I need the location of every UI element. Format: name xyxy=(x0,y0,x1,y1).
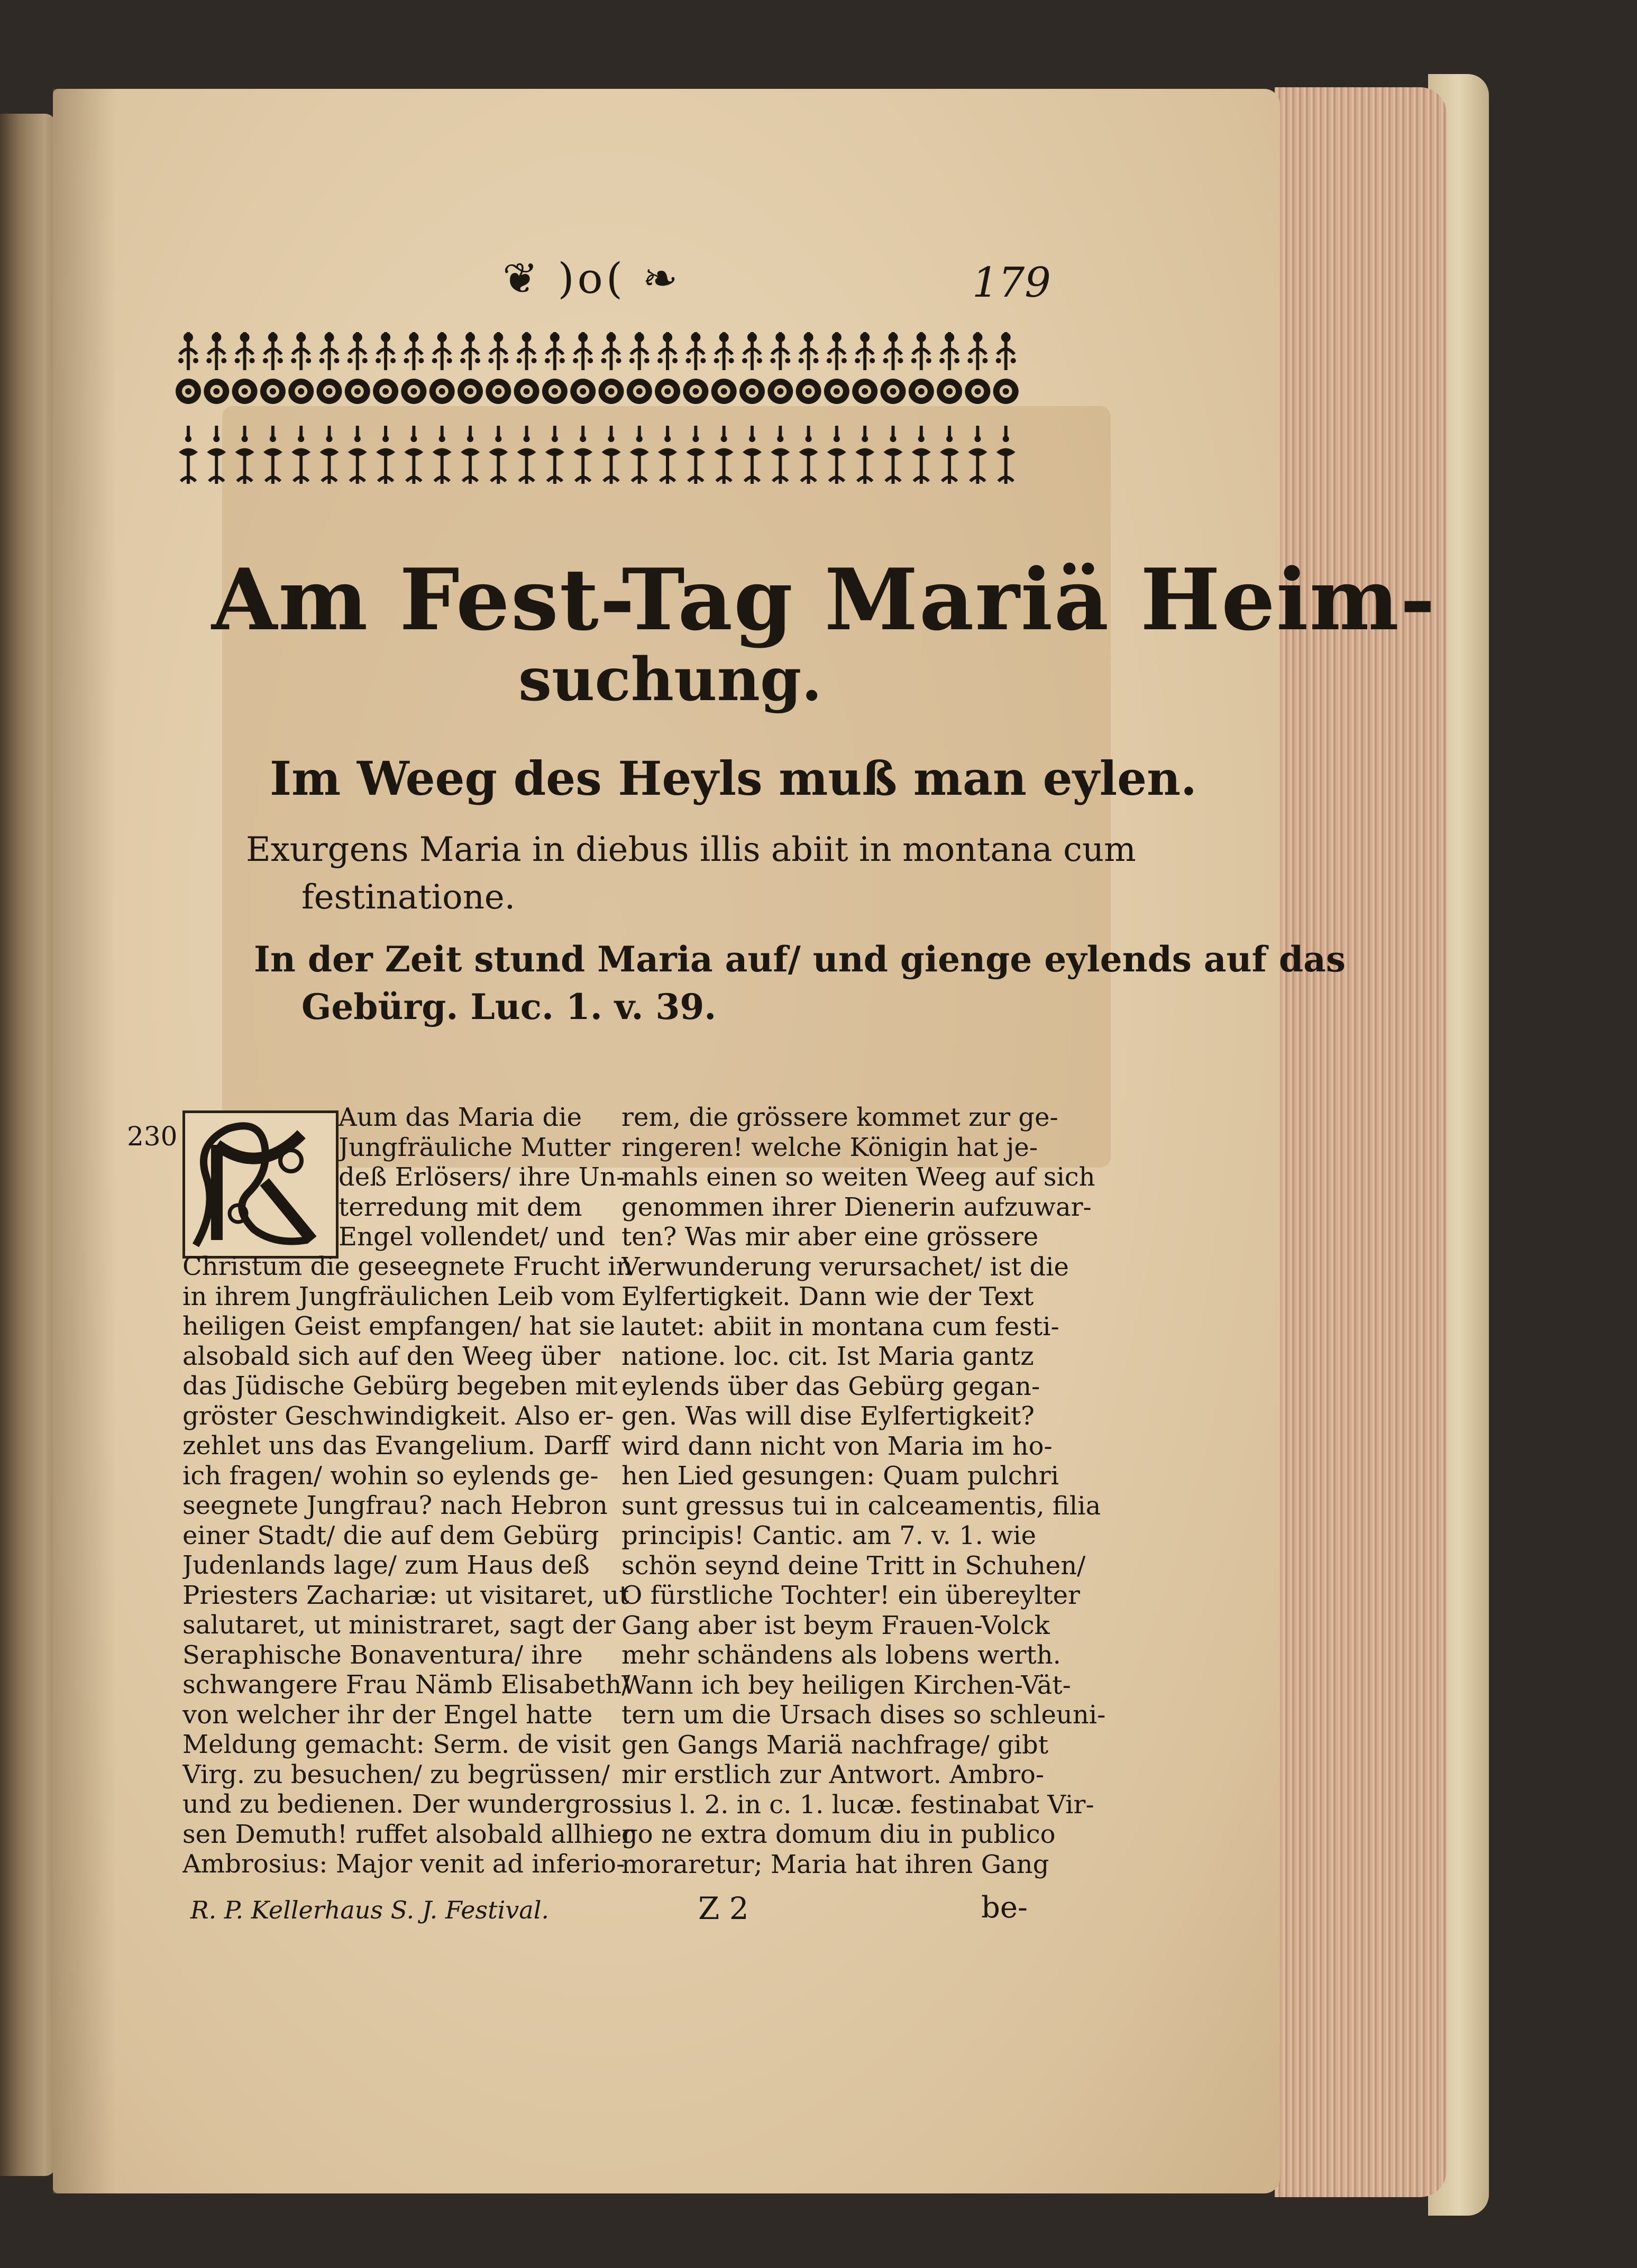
body-line: Meldung gemacht: Serm. de visit xyxy=(182,1730,611,1759)
body-line: gröster Geschwindigkeit. Also er- xyxy=(182,1401,614,1431)
body-line: Gang aber ist beym Frauen-Volck xyxy=(621,1610,1050,1640)
body-line: mehr schändens als lobens werth. xyxy=(621,1640,1061,1670)
body-line: wird dann nicht von Maria im ho- xyxy=(621,1431,1053,1461)
body-line: rem, die grössere kommet zur ge- xyxy=(621,1103,1058,1132)
epigraph-latin-line-2: festinatione. xyxy=(301,878,516,917)
body-line: lautet: abiit in montana cum festi- xyxy=(621,1311,1059,1342)
body-line: gen. Was will dise Eylfertigkeit? xyxy=(621,1401,1035,1431)
body-line: Verwunderung verursachet/ ist die xyxy=(621,1252,1069,1282)
body-line: hen Lied gesungen: Quam pulchri xyxy=(621,1461,1059,1491)
body-column-left-top xyxy=(339,1103,625,1252)
body-column-right xyxy=(621,1103,1105,1879)
body-line: ten? Was mir aber eine grössere xyxy=(621,1222,1039,1252)
footer-catchword: be- xyxy=(981,1890,1028,1925)
chapter-subtitle: Im Weeg des Heyls muß man eylen. xyxy=(270,751,1197,806)
body-line: Jungfräuliche Mutter xyxy=(339,1132,611,1162)
chapter-title-line-1: Am Fest-Tag Mariä Heim- xyxy=(212,550,1437,649)
body-line: schön seynd deine Tritt in Schuhen/ xyxy=(621,1550,1086,1581)
drop-cap-initial xyxy=(182,1110,339,1259)
running-head: ❦ )o( ❧ xyxy=(502,254,681,303)
marginal-number: 230 xyxy=(127,1121,178,1152)
body-line: eylends über das Gebürg gegan- xyxy=(621,1371,1040,1401)
body-line: das Jüdische Gebürg begeben mit xyxy=(182,1371,618,1401)
body-line: moraretur; Maria hat ihren Gang xyxy=(621,1849,1049,1879)
body-line: in ihrem Jungfräulichen Leib vom xyxy=(182,1281,616,1311)
page-edges xyxy=(1275,87,1447,2197)
body-line: Virg. zu besuchen/ zu begrüssen/ xyxy=(182,1759,610,1789)
body-line: Engel vollendet/ und xyxy=(339,1222,606,1252)
body-line: ringeren! welche Königin hat je- xyxy=(621,1132,1038,1162)
page-number: 179 xyxy=(972,259,1051,307)
body-line: deß Erlösers/ ihre Un- xyxy=(339,1162,625,1192)
body-line: sunt gressus tui in calceamentis, filia xyxy=(621,1491,1101,1521)
body-column-left xyxy=(182,1252,634,1879)
body-line: go ne extra domum diu in publico xyxy=(621,1820,1056,1849)
left-page-edge xyxy=(0,114,56,2176)
body-line: einer Stadt/ die auf dem Gebürg xyxy=(182,1520,599,1550)
body-line: zehlet uns das Evangelium. Darff xyxy=(182,1431,609,1461)
epigraph-latin-line-1: Exurgens Maria in diebus illis abiit in montana cum xyxy=(246,830,1136,869)
body-line: Wann ich bey heiligen Kirchen-Vät- xyxy=(621,1670,1071,1700)
body-line: Eylfertigkeit. Dann wie der Text xyxy=(621,1282,1034,1311)
ornament-band xyxy=(175,328,1021,486)
body-line: salutaret, ut ministraret, sagt der xyxy=(182,1610,616,1640)
body-line: Seraphische Bonaventura/ ihre xyxy=(182,1640,583,1670)
body-line: Christum die geseegnete Frucht in xyxy=(182,1252,633,1281)
chapter-title-line-2: suchung. xyxy=(518,645,822,714)
body-line: O fürstliche Tochter! ein übereylter xyxy=(621,1581,1080,1610)
body-line: genommen ihrer Dienerin aufzuwar- xyxy=(621,1192,1092,1222)
body-line: sen Demuth! ruffet alsobald allhier xyxy=(182,1819,634,1849)
body-line: heiligen Geist empfangen/ hat sie xyxy=(182,1311,615,1341)
body-line: sius l. 2. in c. 1. lucæ. festinabat Vir- xyxy=(621,1789,1094,1820)
footer-signature: R. P. Kellerhaus S. J. Festival. xyxy=(190,1896,550,1924)
body-line: von welcher ihr der Engel hatte xyxy=(182,1700,593,1730)
body-line: natione. loc. cit. Ist Maria gantz xyxy=(621,1342,1034,1371)
body-line: schwangere Frau Nämb Elisabeth/ xyxy=(182,1670,630,1700)
body-line: Judenlands lage/ zum Haus deß xyxy=(182,1550,590,1580)
body-line: terredung mit dem xyxy=(339,1192,582,1222)
body-line: gen Gangs Mariä nachfrage/ gibt xyxy=(621,1730,1049,1760)
body-line: principis! Cantic. am 7. v. 1. wie xyxy=(621,1521,1037,1550)
epigraph-german-line-2: Gebürg. Luc. 1. v. 39. xyxy=(301,986,717,1027)
body-line: seegnete Jungfrau? nach Hebron xyxy=(182,1491,608,1520)
body-line: und zu bedienen. Der wundergros- xyxy=(182,1789,631,1819)
body-line: mir erstlich zur Antwort. Ambro- xyxy=(621,1760,1045,1789)
footer-sheet-mark: Z 2 xyxy=(698,1890,749,1926)
body-line: ich fragen/ wohin so eylends ge- xyxy=(182,1461,599,1491)
body-line: Aum das Maria die xyxy=(339,1103,582,1132)
body-line: alsobald sich auf den Weeg über xyxy=(182,1341,601,1371)
body-line: tern um die Ursach dises so schleuni- xyxy=(621,1700,1106,1730)
epigraph-german-line-1: In der Zeit stund Maria auf/ und gienge eylends auf das xyxy=(254,939,1346,980)
body-line: mahls einen so weiten Weeg auf sich xyxy=(621,1162,1095,1192)
body-line: Priesters Zachariæ: ut visitaret, ut xyxy=(182,1580,629,1610)
body-line: Ambrosius: Major venit ad inferio- xyxy=(182,1849,625,1879)
